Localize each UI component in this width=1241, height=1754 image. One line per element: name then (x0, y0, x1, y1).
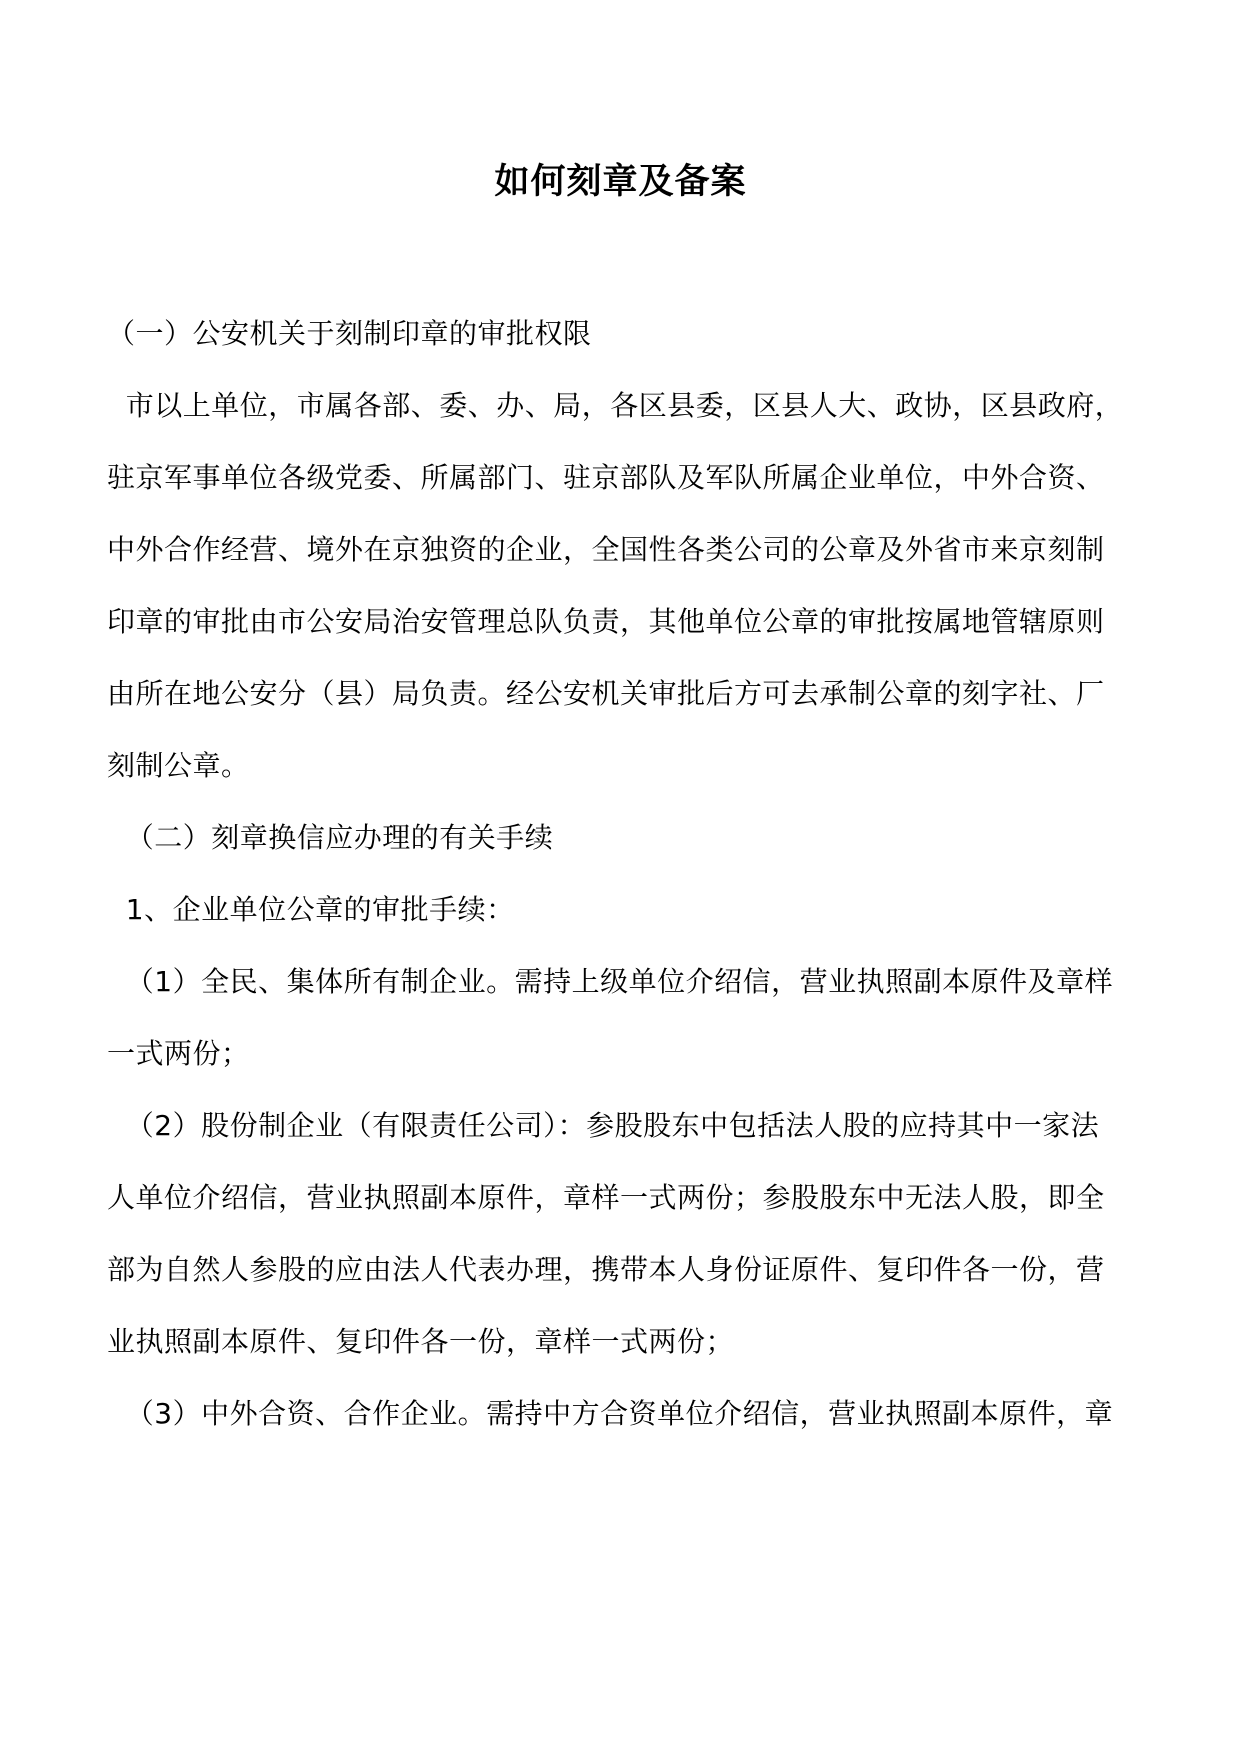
paragraph-line: 印章的审批由市公安局治安管理总队负责，其他单位公章的审批按属地管辖原则 (107, 605, 1105, 638)
paragraph-line: 市以上单位，市属各部、委、办、局，各区县委，区县人大、政协，区县政府， (107, 389, 1124, 422)
paragraph-line: （2）股份制企业（有限责任公司）：参股股东中包括法人股的应持其中一家法 (107, 1109, 1100, 1142)
paragraph-line: 刻制公章。 (107, 749, 250, 782)
section-heading-2: （二）刻章换信应办理的有关手续 (107, 821, 554, 854)
section-heading-1: （一）公安机关于刻制印章的审批权限 (107, 317, 592, 350)
paragraph-line: 驻京军事单位各级党委、所属部门、驻京部队及军队所属企业单位，中外合资、 (107, 461, 1105, 494)
paragraph-line: （1）全民、集体所有制企业。需持上级单位介绍信，营业执照副本原件及章样 (107, 965, 1114, 998)
paragraph-line: 部为自然人参股的应由法人代表办理，携带本人身份证原件、复印件各一份，营 (107, 1253, 1105, 1286)
subsection-heading: 1、企业单位公章的审批手续： (107, 893, 515, 926)
paragraph-line: 一式两份； (107, 1037, 250, 1070)
page-title: 如何刻章及备案 (494, 162, 747, 202)
paragraph-line: （3）中外合资、合作企业。需持中方合资单位介绍信，营业执照副本原件，章 (107, 1397, 1114, 1430)
paragraph-line: 人单位介绍信，营业执照副本原件，章样一式两份；参股股东中无法人股，即全 (107, 1181, 1105, 1214)
paragraph-line: 中外合作经营、境外在京独资的企业，全国性各类公司的公章及外省市来京刻制 (107, 533, 1105, 566)
paragraph-line: 由所在地公安分（县）局负责。经公安机关审批后方可去承制公章的刻字社、厂 (107, 677, 1105, 710)
paragraph-line: 业执照副本原件、复印件各一份，章样一式两份； (107, 1325, 735, 1358)
